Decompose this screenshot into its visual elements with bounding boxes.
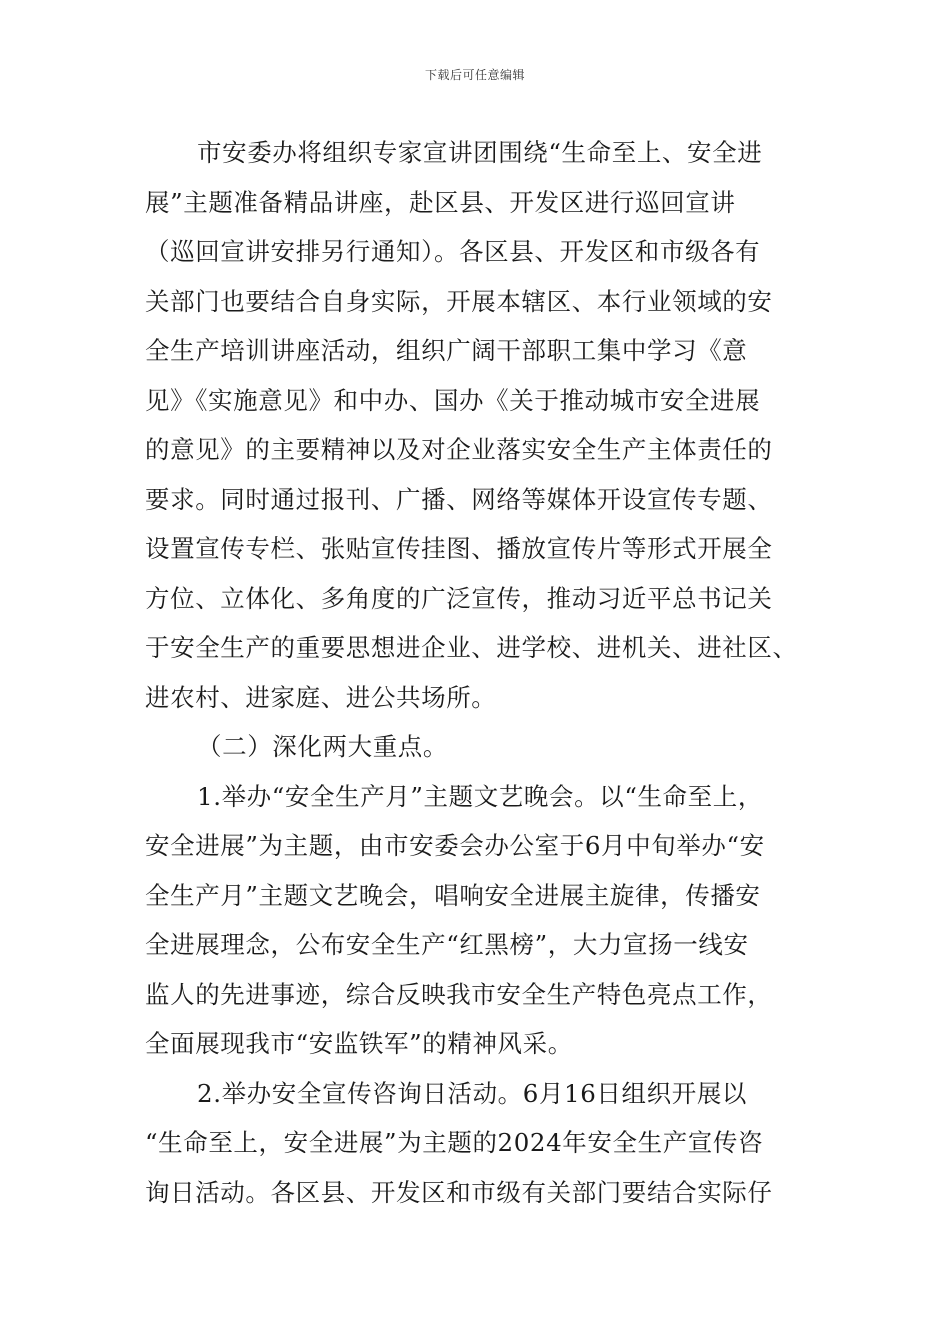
paragraph-line: 进农村、进家庭、进公共场所。 [145, 682, 497, 712]
paragraph-line: 要求。同时通过报刊、广播、网络等媒体开设宣传专题、 [145, 484, 773, 514]
paragraph-line: 全生产月”主题文艺晚会，唱响安全进展主旋律，传播安 [145, 880, 761, 910]
document-body [145, 133, 810, 1222]
paragraph-line: 市安委办将组织专家宣讲团围绕“生命至上、安全进 [197, 138, 763, 167]
section-heading: （二）深化两大重点。 [197, 732, 448, 761]
paragraph-line: 设置宣传专栏、张贴宣传挂图、播放宣传片等形式开展全 [145, 534, 773, 563]
paragraph-line: 监人的先进事迹，综合反映我市安全生产特色亮点工作， [145, 979, 773, 1009]
paragraph-line: 2.举办安全宣传咨询日活动。6月16日组织开展以 [197, 1078, 748, 1108]
paragraph-line: “生命至上，安全进展”为主题的2024年安全生产宣传咨 [145, 1128, 764, 1157]
paragraph-line: 1.举办“安全生产月”主题文艺晚会。以“生命至上， [197, 781, 763, 811]
paragraph-line: 安全进展”为主题，由市安委会办公室于6月中旬举办“安 [145, 831, 765, 860]
paragraph-line: 的意见》的主要精神以及对企业落实安全生产主体责任的 [145, 435, 773, 464]
header-note: 下载后可任意编辑 [424, 68, 525, 82]
paragraph-line: 全生产培训讲座活动，组织广阔干部职工集中学习《意 [145, 336, 748, 365]
paragraph-line: 于安全生产的重要思想进企业、进学校、进机关、进社区、 [145, 633, 798, 662]
paragraph-line: 见》《实施意见》和中办、国办《关于推动城市安全进展 [145, 385, 761, 415]
paragraph-line: 全面展现我市“安监铁军”的精神风采。 [145, 1029, 573, 1058]
paragraph-line: 方位、立体化、多角度的广泛宣传，推动习近平总书记关 [145, 583, 773, 613]
paragraph-line: 全进展理念，公布安全生产“红黑榜”，大力宣扬一线安 [145, 930, 749, 959]
paragraph-line: 询日活动。各区县、开发区和市级有关部门要结合实际仔 [145, 1177, 773, 1207]
paragraph-line: 展”主题准备精品讲座，赴区县、开发区进行巡回宣讲 [145, 187, 736, 217]
paragraph-line: 关部门也要结合自身实际，开展本辖区、本行业领域的安 [145, 286, 773, 316]
paragraph-line: （巡回宣讲安排另行通知）。各区县、开发区和市级各有 [145, 237, 761, 266]
